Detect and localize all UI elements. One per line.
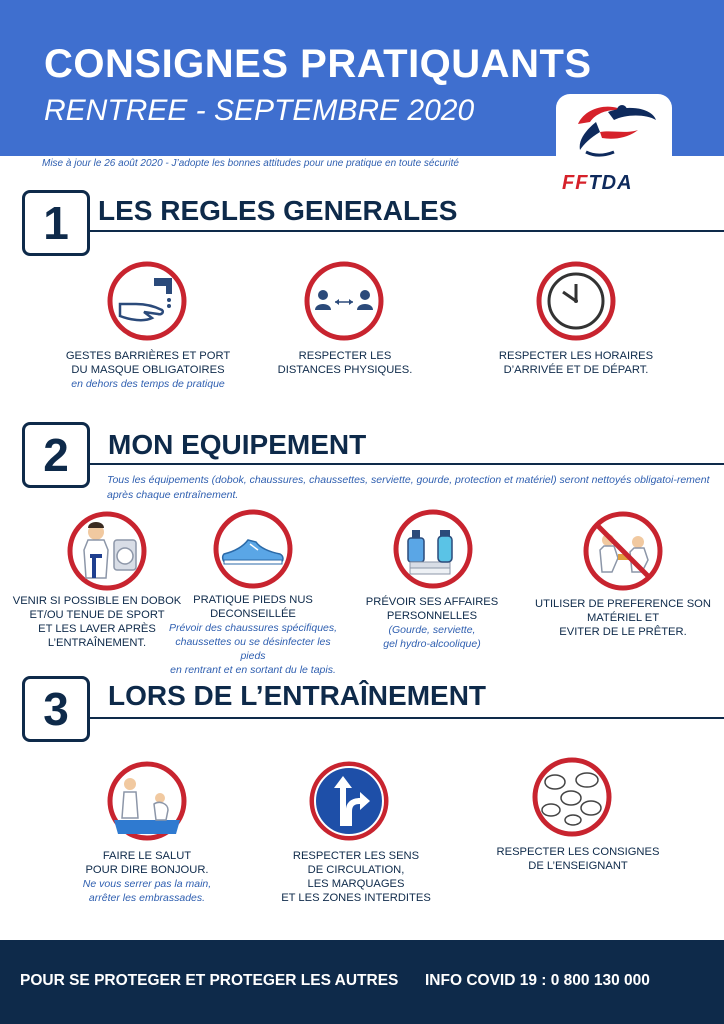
logo-emblem-icon	[556, 94, 672, 174]
caption-line: PERSONNELLES	[386, 610, 478, 622]
caption-instructions	[480, 845, 676, 873]
caption-line: MATÉRIEL ET	[586, 612, 660, 624]
distance-icon	[303, 260, 385, 342]
caption-distance	[250, 349, 440, 377]
caption-line: UTILISER DE PREFERENCE SON	[535, 598, 711, 610]
caption-line: RESPECTER LES	[298, 350, 392, 362]
caption-line: RESPECTER LES CONSIGNES	[496, 846, 660, 858]
direction-sign-icon	[308, 760, 390, 842]
page-subtitle: RENTREE - SEPTEMBRE 2020	[44, 94, 475, 127]
page-title: CONSIGNES PRATIQUANTS	[44, 42, 592, 86]
caption-note: (Gourde, serviette,	[388, 624, 476, 636]
caption-line: L’ENTRAÎNEMENT.	[47, 637, 147, 649]
section-2-number: 2	[22, 422, 90, 488]
caption-line: RESPECTER LES SENS	[292, 850, 420, 862]
salute-icon	[106, 760, 188, 842]
caption-note: en rentrant et en sortant du le tapis.	[170, 664, 336, 676]
clock-icon	[535, 260, 617, 342]
caption-line: LES MARQUAGES	[307, 878, 405, 890]
caption-schedule	[480, 349, 672, 377]
caption-line: ET LES LAVER APRÈS	[38, 623, 156, 635]
caption-circulation	[256, 849, 456, 905]
caption-note: gel hydro-alcoolique)	[383, 638, 481, 650]
section-2-title: MON EQUIPEMENT	[108, 429, 367, 460]
no-lending-icon	[582, 510, 664, 592]
section-1-title: LES REGLES GENERALES	[98, 195, 458, 226]
caption-equipment	[530, 597, 716, 639]
update-note: Mise à jour le 26 août 2020 - J’adopte les bonnes attitudes pour une pratique en toute sécurité	[42, 158, 459, 169]
caption-line: DU MASQUE OBLIGATOIRES	[71, 364, 225, 376]
section-3-title: LORS DE L’ENTRAÎNEMENT	[108, 680, 487, 711]
caption-salute	[56, 849, 238, 905]
caption-line: PRÉVOIR SES AFFAIRES	[365, 596, 499, 608]
caption-line: DE L’ENSEIGNANT	[528, 860, 628, 872]
caption-line: POUR DIRE BONJOUR.	[85, 864, 209, 876]
caption-line: DE CIRCULATION,	[307, 864, 405, 876]
personal-items-icon	[392, 508, 474, 590]
section-2-divider	[90, 463, 724, 465]
logo-text-ff: FF	[562, 172, 589, 194]
logo-text-tda: TDA	[588, 172, 633, 194]
logo-wordmark	[562, 172, 633, 195]
caption-shoes	[162, 593, 344, 677]
footer-banner	[0, 940, 724, 1024]
caption-note: arrêter les embrassades.	[88, 892, 206, 904]
caption-line: PRATIQUE PIEDS NUS	[193, 594, 313, 606]
caption-line: VENIR SI POSSIBLE EN DOBOK	[12, 595, 182, 607]
caption-line: DECONSEILLÉE	[210, 608, 296, 620]
section-3-number: 3	[22, 676, 90, 742]
caption-line: D’ARRIVÉE ET DE DÉPART.	[503, 364, 649, 376]
caption-gestures	[50, 349, 246, 391]
caption-note: chaussettes ou se désinfecter les pieds	[175, 636, 331, 662]
dobok-washing-icon	[66, 510, 148, 592]
caption-note: Ne vous serrer pas la main,	[82, 878, 212, 890]
section-3-divider	[90, 717, 724, 719]
section-2-intro: Tous les équipements (dobok, chaussures, chaussettes, serviette, gourde, protection et matériel) seront nettoyés obligatoi-rement après chaque entraînement.	[107, 474, 710, 501]
caption-line: GESTES BARRIÈRES ET PORT	[65, 350, 231, 362]
caption-dobok	[6, 594, 188, 650]
fftda-logo	[556, 94, 672, 198]
caption-line: DISTANCES PHYSIQUES.	[277, 364, 413, 376]
speech-bubbles-icon	[531, 756, 613, 838]
caption-note: Prévoir des chaussures spécifiques,	[168, 622, 338, 634]
hand-washing-icon	[106, 260, 188, 342]
footer-hotline: INFO COVID 19 : 0 800 130 000	[425, 972, 650, 989]
shoe-icon	[212, 508, 294, 590]
caption-line: FAIRE LE SALUT	[102, 850, 192, 862]
caption-line: ET LES ZONES INTERDITES	[281, 892, 431, 904]
caption-line: EVITER DE LE PRÊTER.	[559, 626, 687, 638]
caption-personal-items	[354, 595, 510, 651]
caption-line: ET/OU TENUE DE SPORT	[29, 609, 165, 621]
caption-note: en dehors des temps de pratique	[71, 378, 225, 390]
footer-slogan: POUR SE PROTEGER ET PROTEGER LES AUTRES	[20, 972, 399, 989]
section-1-divider	[90, 230, 724, 232]
caption-line: RESPECTER LES HORAIRES	[498, 350, 654, 362]
section-1-number: 1	[22, 190, 90, 256]
